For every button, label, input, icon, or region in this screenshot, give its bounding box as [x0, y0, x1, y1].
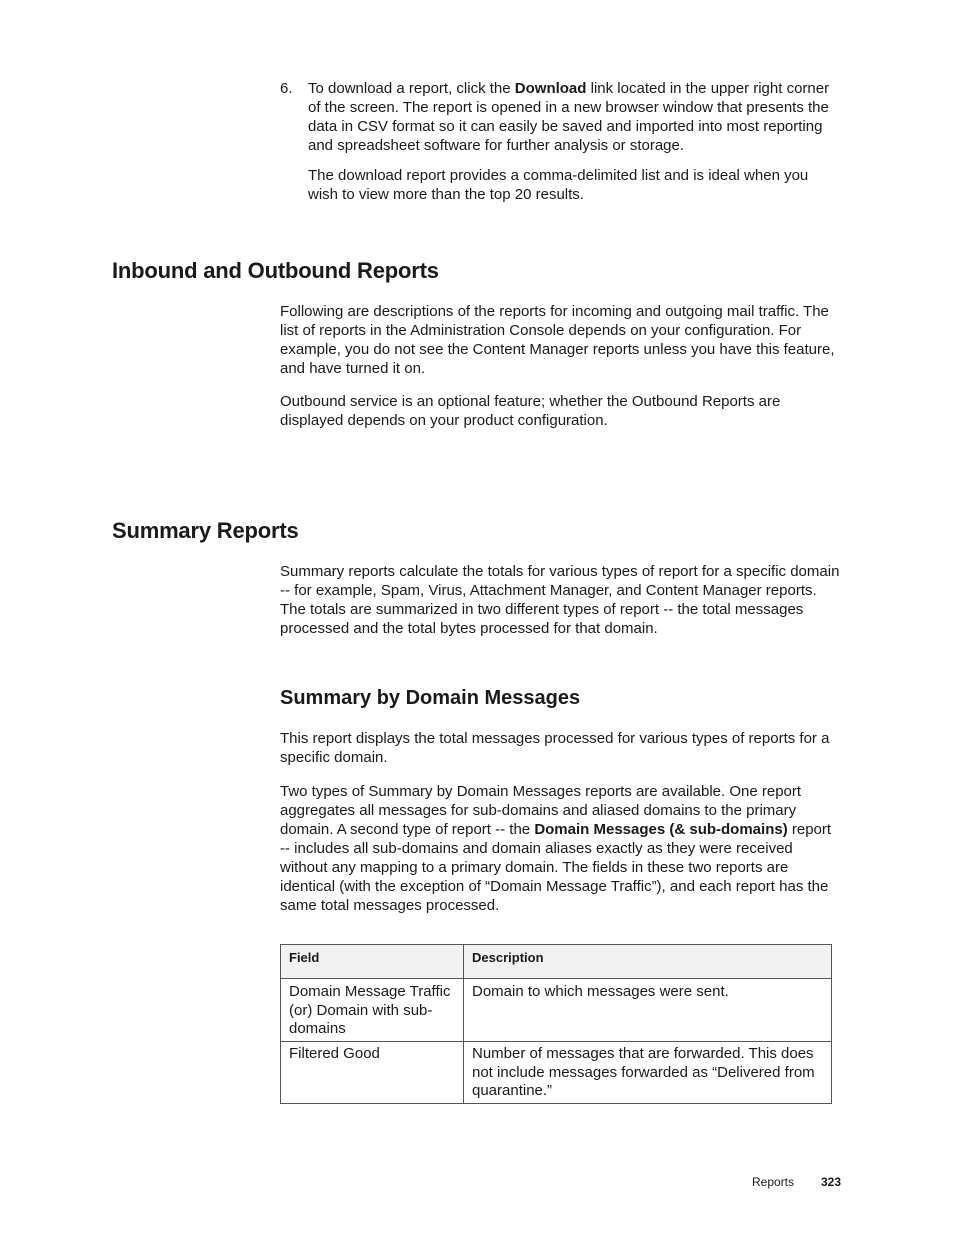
header-description: Description	[464, 945, 832, 979]
inbound-outbound-para-2: Outbound service is an optional feature; whether the Outbound Reports are displayed depends on your product configuration.	[280, 393, 781, 429]
summary-by-domain-para-1: This report displays the total messages processed for various types of reports for a specific domain.	[280, 730, 830, 766]
page-number: 323	[821, 1175, 842, 1189]
step-text-after: link located in the upper right corner of the screen. The report is opened in a new browser window that presents the data in CSV format so it can easily be saved and imported into most reporting and spreadsheet software for further analysis or storage.	[308, 80, 830, 154]
download-link-label: Download	[514, 80, 587, 97]
fields-table	[280, 944, 832, 1104]
step-text-before: To download a report, click the	[308, 80, 515, 97]
table-header-row	[281, 945, 832, 979]
inbound-outbound-para-1: Following are descriptions of the reports for incoming and outgoing mail traffic. The list of reports in the Administration Console depends on your configuration. For example, you do not see the Content Manager reports unless you have this feature, and have turned it on.	[280, 303, 835, 377]
para-2-after: report -- includes all sub-domains and domain aliases exactly as they were received without any mapping to a primary domain. The fields in these two reports are identical (with the exception of “Domain Message Traffic”), and each report has the same total messages processed.	[280, 821, 832, 914]
step-extra-note: The download report provides a comma-delimited list and is ideal when you wish to view more than the top 20 results.	[308, 167, 809, 203]
summary-reports-heading: Summary Reports	[112, 518, 299, 543]
footer-section-name: Reports	[752, 1175, 795, 1189]
table-row	[281, 979, 832, 1042]
para-2-before: Two types of Summary by Domain Messages reports are available. One report aggregates all messages for sub-domains and aliased domains to the primary domain. A second type of report -- the	[280, 783, 802, 838]
step-number: 6.	[280, 80, 293, 97]
field-cell: Filtered Good	[281, 1042, 464, 1104]
step-text	[308, 79, 840, 155]
summary-by-domain-para-2	[280, 782, 840, 915]
description-cell: Domain to which messages were sent.	[464, 979, 832, 1042]
summary-reports-para-1: Summary reports calculate the totals for various types of report for a specific domain -- for example, Spam, Virus, Attachment Manager, and Content Manager reports. The totals are summarized in two different types of report -- the total messages processed and the total bytes processed for that domain.	[280, 563, 840, 637]
summary-by-domain-heading: Summary by Domain Messages	[280, 687, 581, 709]
inbound-outbound-heading: Inbound and Outbound Reports	[112, 258, 439, 283]
description-cell: Number of messages that are forwarded. This does not include messages forwarded as “Delivered from quarantine.”	[464, 1042, 832, 1104]
header-field: Field	[281, 945, 464, 979]
domain-messages-sub-domains-label: Domain Messages (& sub-domains)	[534, 821, 788, 838]
table-row	[281, 1042, 832, 1104]
field-cell: Domain Message Traffic (or) Domain with sub-domains	[281, 979, 464, 1042]
